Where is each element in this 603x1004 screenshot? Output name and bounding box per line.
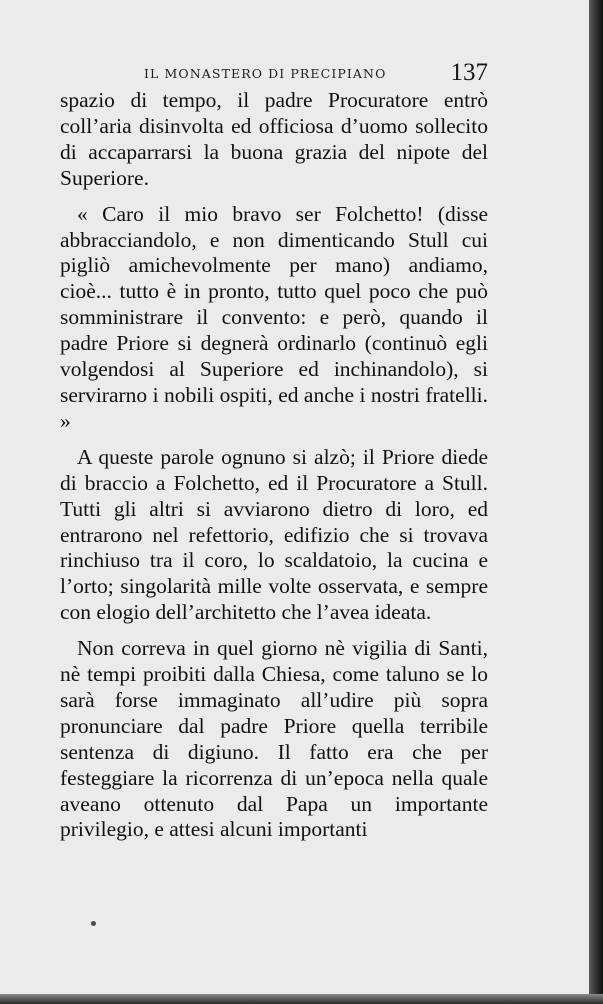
paragraph-gap [60, 192, 488, 202]
paragraph-gap [60, 626, 488, 636]
page-header [60, 59, 488, 88]
paragraph: « Caro il mio bravo ser Folchetto! (disse abbracciandolo, e non dimenticando Stull cui pigliò amichevolmente per mano) andiamo, cioè... tutto è in pronto, tutto quel poco che può somministrare il convento: e però, quando il padre Priore si degnerà ordinarlo (continuò egli volgendosi al Superiore ed inchinandolo), si servirarno i nobili ospiti, ed anche i nostri fratelli. » [60, 201, 488, 433]
page-number: 137 [450, 59, 488, 86]
paragraph: Non correva in quel giorno nè vigilia di Santi, nè tempi proibiti dalla Chiesa, come taluno se lo sarà forse immaginato all’udire più sopra pronunciare dal padre Priore quella terribile sentenza di digiuno. Il fatto era che per festeggiare la ricorrenza di un’epoca nella quale aveano ottenuto dal Papa un importante privilegio, e attesi alcuni importanti [60, 636, 488, 842]
paragraph: spazio di tempo, il padre Procuratore entrò coll’aria disinvolta ed officiosa d’uomo sollecito di accaparrarsi la buona grazia del nipote del Superiore. [60, 88, 488, 190]
body-text [60, 88, 488, 843]
page-edge-shadow-bottom [0, 994, 603, 1004]
paragraph-gap [60, 435, 488, 445]
paragraph: A queste parole ognuno si alzò; il Priore diede di braccio a Folchetto, ed il Procuratore a Stull. Tutti gli altri si avviarono dietro di loro, ed entrarono nel refettorio, edifizio che si trovava rinchiuso tra il coro, lo scaldatoio, la cucina e l’orto; singolarità mille volte osservata, e sempre con elogio dell’architetto che l’avea ideata. [60, 444, 488, 625]
running-title: IL MONASTERO DI PRECIPIANO [144, 66, 387, 81]
page-edge-shadow-right [589, 0, 603, 1004]
ink-speck [91, 921, 96, 926]
